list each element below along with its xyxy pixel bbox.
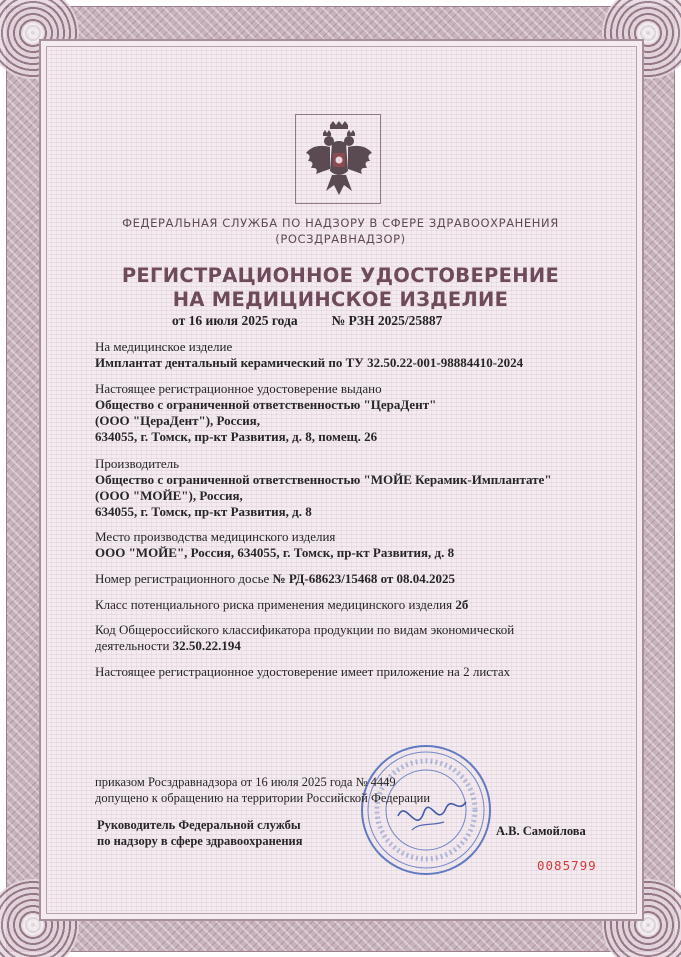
circulation-text: допущено к обращению на территории Российской Федерации	[95, 791, 431, 805]
registration-number: № РЗН 2025/25887	[331, 313, 443, 328]
issued-to-company: Общество с ограниченной ответственностью "ЦераДент"	[95, 397, 437, 412]
device-name: Имплантат дентальный керамический по ТУ 32.50.22-001-98884410-2024	[95, 355, 524, 370]
coat-of-arms-icon	[295, 114, 381, 204]
issued-to-short: (ООО "ЦераДент"), Россия,	[95, 413, 260, 428]
serial-number: 0085799	[537, 858, 597, 873]
production-site-label: Место производства медицинского изделия	[95, 529, 336, 544]
okpd-label-end: деятельности	[95, 638, 170, 653]
certificate-title: РЕГИСТРАЦИОННОЕ УДОСТОВЕРЕНИЕ	[121, 264, 560, 287]
okpd-code: 32.50.22.194	[172, 638, 241, 653]
manufacturer-address: 634055, г. Томск, пр-кт Развития, д. 8	[95, 504, 312, 519]
okpd-line	[95, 638, 241, 654]
risk-class-label: Класс потенциального риска применения медицинского изделия	[95, 597, 453, 612]
issue-date: от 16 июля 2025 года	[172, 313, 298, 328]
dossier-line	[95, 571, 455, 587]
agency-abbreviation: (РОСЗДРАВНАДЗОР)	[275, 232, 406, 246]
production-site-value: ООО "МОЙЕ", Россия, 634055, г. Томск, пр-кт Развития, д. 8	[95, 545, 455, 560]
issued-to-address: 634055, г. Томск, пр-кт Развития, д. 8, помещ. 26	[95, 429, 378, 444]
issued-to-label: Настоящее регистрационное удостоверение выдано	[95, 381, 382, 396]
risk-class-line	[95, 597, 468, 613]
certificate-subtitle: НА МЕДИЦИНСКОЕ ИЗДЕЛИЕ	[172, 288, 509, 311]
appendix-note: Настоящее регистрационное удостоверение имеет приложение на 2 листах	[95, 664, 511, 679]
official-seal	[358, 742, 494, 878]
okpd-label: Код Общероссийского классификатора продукции по видам экономической	[95, 622, 515, 637]
manufacturer-short: (ООО "МОЙЕ"), Россия,	[95, 488, 243, 503]
signatory-title: Руководитель Федеральной службы	[97, 818, 301, 832]
manufacturer-label: Производитель	[95, 456, 180, 471]
manufacturer-company: Общество с ограниченной ответственностью "МОЙЕ Керамик-Имплантатe"	[95, 472, 552, 487]
signatory-title-cont: по надзору в сфере здравоохранения	[97, 834, 303, 848]
issue-line	[172, 313, 442, 329]
dossier-label: Номер регистрационного досье	[95, 571, 270, 586]
order-text: приказом Росздравнадзора от 16 июля 2025 года № 4449	[95, 775, 396, 789]
agency-name: ФЕДЕРАЛЬНАЯ СЛУЖБА ПО НАДЗОРУ В СФЕРЕ ЗДРАВООХРАНЕНИЯ	[122, 216, 559, 230]
dossier-value: № РД-68623/15468 от 08.04.2025	[272, 571, 456, 586]
device-label: На медицинское изделие	[95, 339, 233, 354]
signatory-name: А.В. Самойлова	[496, 824, 586, 838]
risk-class-value: 2б	[455, 597, 469, 612]
